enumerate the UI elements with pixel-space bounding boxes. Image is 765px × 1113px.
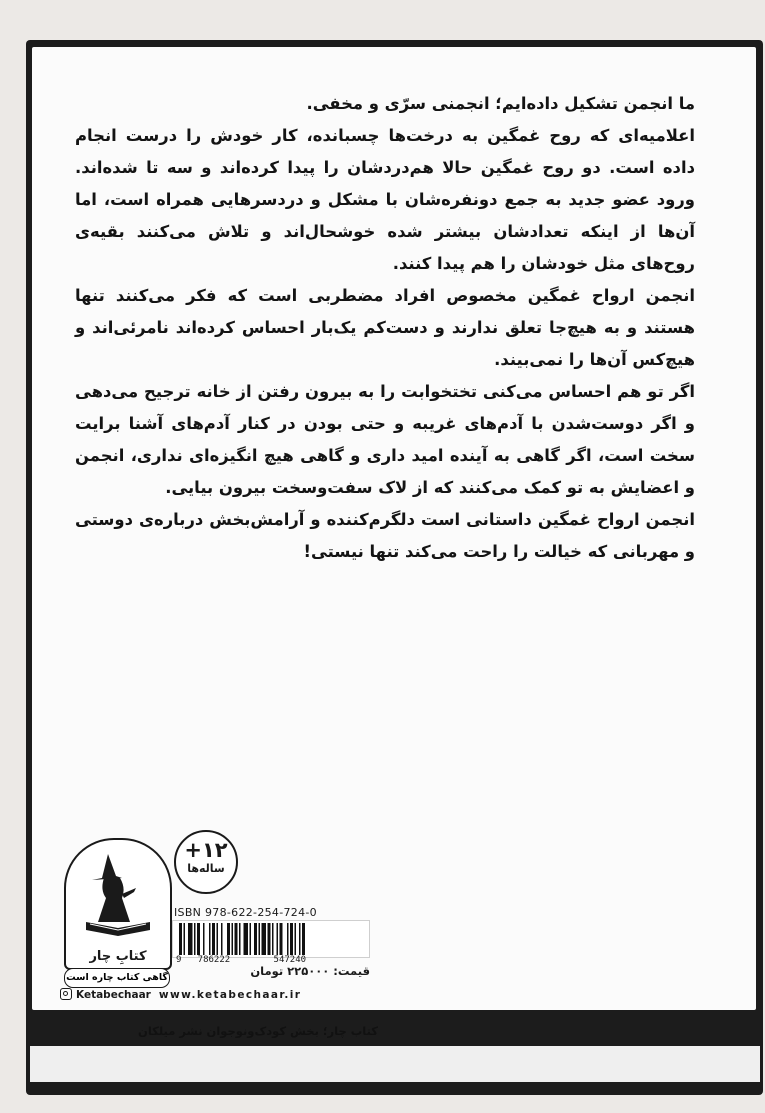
blurb-paragraph-1: اعلامیه‌ای که روح غمگین به درخت‌ها چسبانده، کار خودش را درست انجام داده است. دو روح غمگین حالا هم‌دردشان را پیدا کرده‌اند و سه تا شده‌اند. ورود عضو جدید به جمع دونفره‌شان با مشکل و دردسرهایی همراه است، اما آن‌ها از اینکه تعدادشان بیشتر شده خوشحال‌اند و تلاش می‌کنند بقیه‌ی روح‌های مثل خودشان را هم پیدا کنند. xyxy=(75,126,695,273)
age-rating-unit: ساله‌ها xyxy=(187,862,225,875)
blurb-paragraph-3: اگر تو هم احساس می‌کنی تختخوابت را به بیرون رفتن از خانه ترجیح می‌دهی و اگر دوست‌شدن با آدم‌های غریبه و حتی بودن در کنار آدم‌های آشنا برایت سخت است، اگر گاهی به آینده امید داری و گاهی هیچ انگیزه‌ای نداری، انجمن و اعضایش به تو کمک می‌کنند که از لاک سفت‌وسخت بیرون بیایی. xyxy=(75,382,695,497)
isbn-barcode xyxy=(172,920,370,958)
isbn-label: ISBN 978-622-254-724-0 xyxy=(174,906,317,919)
publisher-brand-tagline: گاهی کتاب چاره است xyxy=(64,968,170,988)
age-rating-number: +۱۲ xyxy=(184,838,228,862)
tagline xyxy=(75,88,695,120)
publisher-brand-name: کتابِ چار xyxy=(89,949,147,964)
publisher-credit: کتاب چار؛ بخش کودک‌ونوجوان نشر میلکان xyxy=(138,1024,378,1038)
back-cover-blurb xyxy=(75,88,695,568)
barcode-digits: 9 786222 547240 xyxy=(176,955,307,965)
instagram-handle[interactable]: Ketabechaar xyxy=(76,989,151,1001)
price-label: قیمت: ۲۲۵۰۰۰ تومان xyxy=(250,964,370,978)
blurb-paragraph-2: انجمن ارواح غمگین مخصوص افراد مضطربی است که فکر می‌کنند تنها هستند و به هیچ‌جا تعلق ندارند و دست‌کم یک‌بار احساس کرده‌اند نامرئی‌اند و هیچ‌کس آن‌ها را نمی‌بیند. xyxy=(75,286,695,369)
cover-bottom-strip xyxy=(30,1046,760,1082)
witch-on-book-icon xyxy=(78,848,158,938)
publisher-contacts xyxy=(60,988,370,1001)
instagram-icon xyxy=(60,988,72,1000)
tagline-text: ما انجمن تشکیل داده‌ایم؛ انجمنی سرّی و مخفی. xyxy=(306,94,695,113)
age-rating-badge xyxy=(174,830,238,894)
publisher-website[interactable]: www.ketabechaar.ir xyxy=(158,989,302,1001)
publisher-logo-card xyxy=(64,838,172,970)
blurb-paragraph-4: انجمن ارواح غمگین داستانی است دلگرم‌کننده و آرامش‌بخش درباره‌ی دوستی و مهربانی که خیالت را راحت می‌کند تنها نیستی! xyxy=(75,510,695,561)
